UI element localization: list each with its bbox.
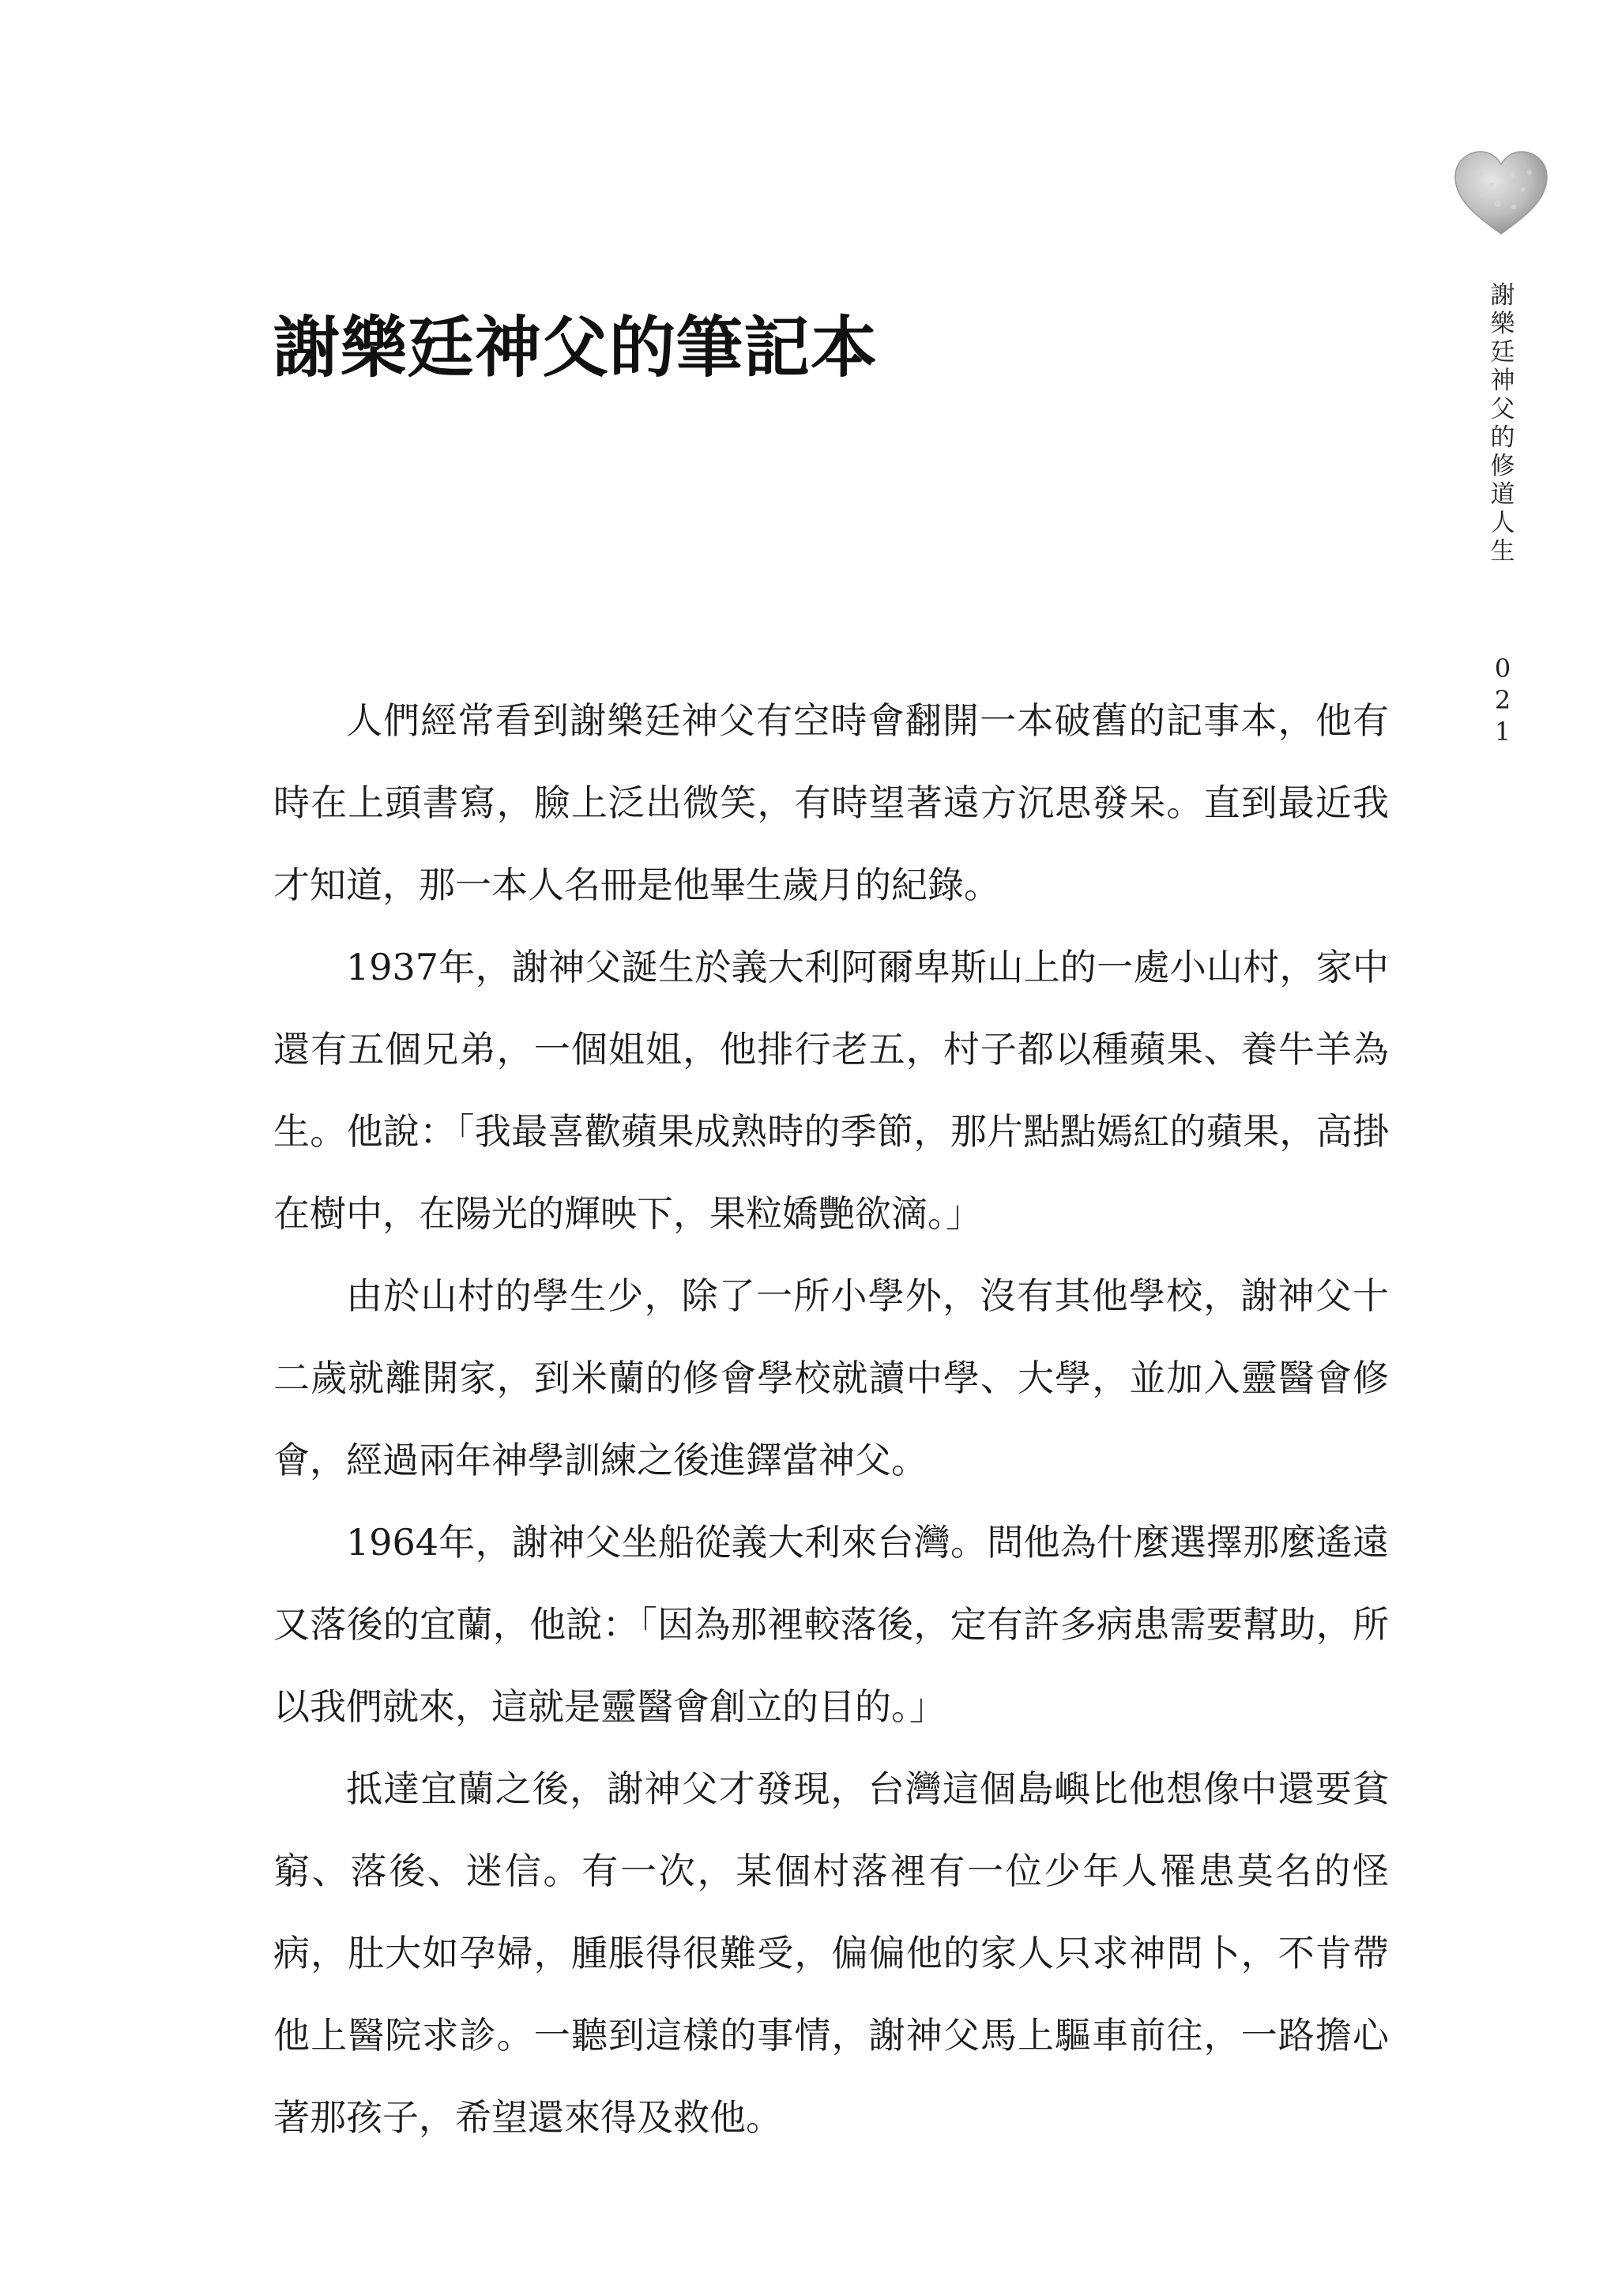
paragraph: 人們經常看到謝樂廷神父有空時會翻開一本破舊的記事本，他有時在上頭書寫，臉上泛出微笑，有時望著遠方沉思發呆。直到最近我才知道，那一本人名冊是他畢生歲月的紀錄。: [273, 699, 1389, 906]
paragraph: 由於山村的學生少，除了一所小學外，沒有其他學校，謝神父十二歲就離開家，到米蘭的修會學校就讀中學、大學，並加入靈醫會修會，經過兩年神學訓練之後進鐸當神父。: [273, 1274, 1389, 1481]
page-number: 021: [1494, 653, 1511, 747]
paragraph: 1937年，謝神父誕生於義大利阿爾卑斯山上的一處小山村，家中還有五個兄弟，一個姐姐，他排行老五，村子都以種蘋果、養牛羊為生。他說：「我最喜歡蘋果成熟時的季節，那片點點嫣紅的蘋果，高掛在樹中，在陽光的輝映下，果粒嬌艷欲滴。」: [273, 946, 1389, 1235]
chapter-title: 謝樂廷神父的筆記本: [273, 308, 879, 386]
body-text: [273, 679, 1389, 2159]
running-head-title: 謝樂廷神父的修道人生: [1490, 281, 1515, 566]
paragraph: 1964年，謝神父坐船從義大利來台灣。問他為什麼選擇那麼遙遠又落後的宜蘭，他說：「因為那裡較落後，定有許多病患需要幫助，所以我們就來，這就是靈醫會創立的目的。」: [273, 1521, 1389, 1728]
paragraph: 抵達宜蘭之後，謝神父才發現，台灣這個島嶼比他想像中還要貧窮、落後、迷信。有一次，某個村落裡有一位少年人罹患莫名的怪病，肚大如孕婦，腫脹得很難受，偏偏他的家人只求神問卜，不肯帶他上醫院求診。一聽到這樣的事情，謝神父馬上驅車前往，一路擔心著那孩子，希望還來得及救他。: [273, 1767, 1389, 2139]
heart-icon: [1451, 149, 1552, 237]
